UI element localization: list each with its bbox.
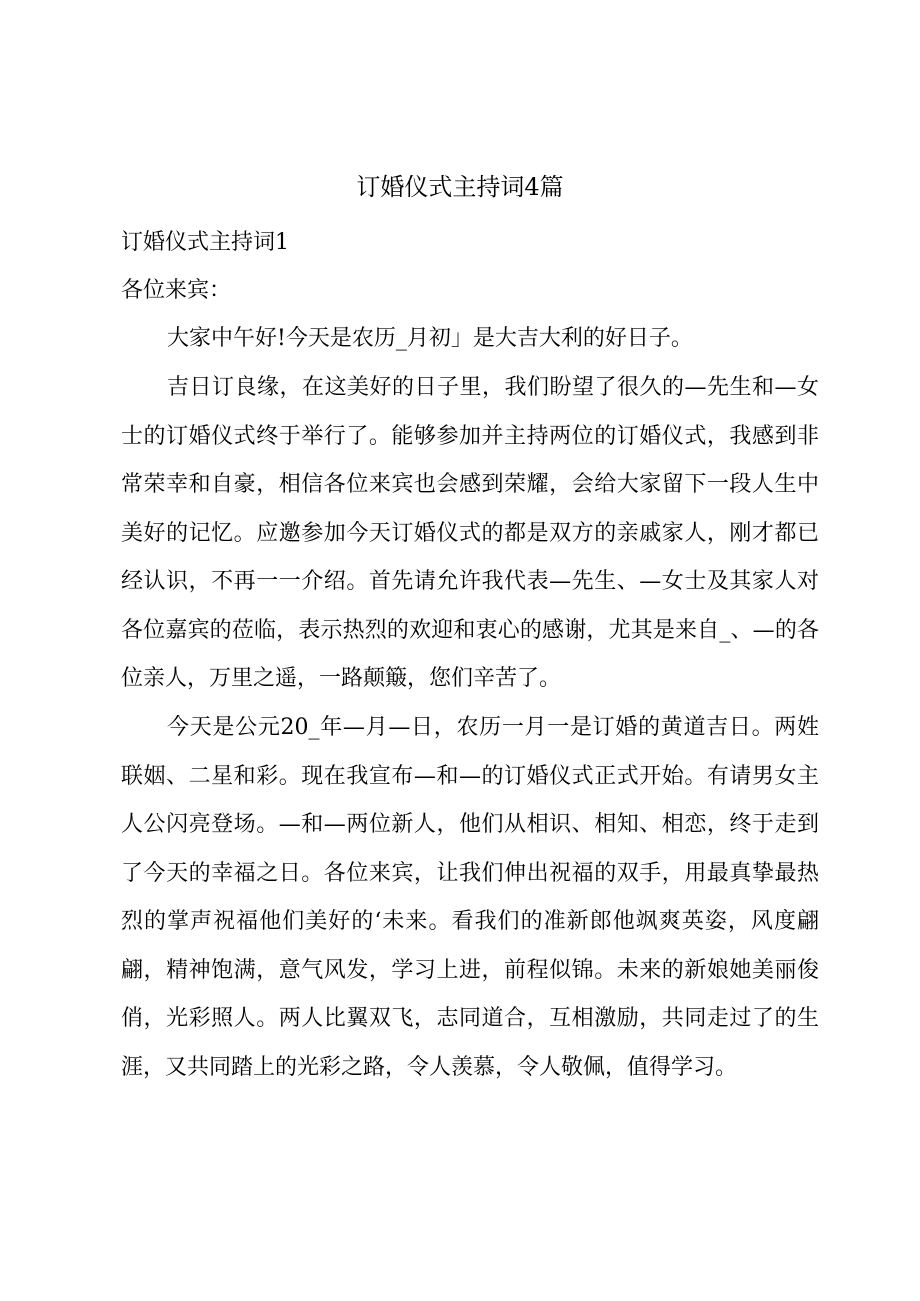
salutation: 各位来宾： — [121, 278, 232, 303]
document-title: 订婚仪式主持词4篇 — [356, 173, 564, 201]
paragraph-opening: 吉日订良缘，在这美好的日子里，我们盼望了很久的—先生和—女士的订婚仪式终于举行了。能够参加并主持两位的订婚仪式，我感到非常荣幸和自豪，相信各位来宾也会感到荣耀，会给大家留下一段人生中美好的记忆。应邀参加今天订婚仪式的都是双方的亲戚家人，刚才都已经认识，不再一一介绍。首先请允许我代表—先生、—女士及其家人对各位嘉宾的莅临，表示热烈的欢迎和衷心的感谢，尤其是来自_、—的各位亲人，万里之遥，一路颠簸，您们辛苦了。 — [121, 375, 819, 691]
section-heading: 订婚仪式主持词1 — [121, 230, 289, 255]
paragraph-ceremony: 今天是公元20_年—月—日，农历一月一是订婚的黄道吉日。两姓联姻、二星和彩。现在我宣布—和—的订婚仪式正式开始。有请男女主人公闪亮登场。—和—两位新人，他们从相识、相知、相恋，终于走到了今天的幸福之日。各位来宾，让我们伸出祝福的双手，用最真挚最热烈的掌声祝福他们美好的‘未来。看我们的准新郎他飒爽英姿，风度翩翩，精神饱满，意气风发，学习上进，前程似锦。未来的新娘她美丽俊俏，光彩照人。两人比翼双飞，志同道合，互相激励，共同走过了的生涯，又共同踏上的光彩之路，令人羡慕，令人敬佩，值得学习。 — [121, 715, 819, 1080]
paragraph-greeting: 大家中午好!今天是农历_月初」是大吉大利的好日子。 — [167, 326, 693, 351]
